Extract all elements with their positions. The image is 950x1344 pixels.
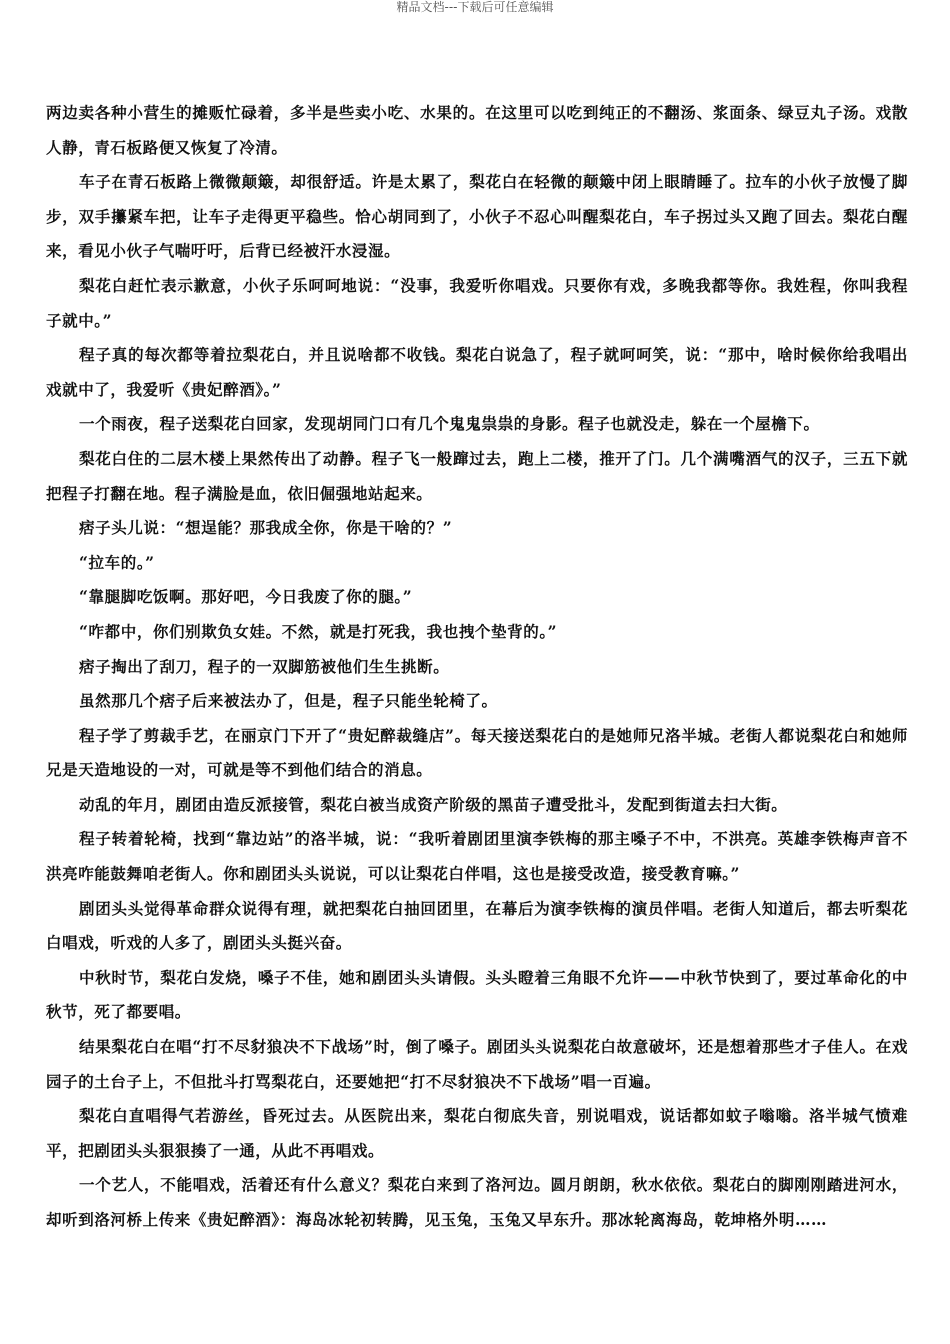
paragraph-13: 程子学了剪裁手艺，在丽京门下开了“贵妃醉裁缝店”。每天接送梨花白的是她师兄洛半城。老街人都说梨花白和她师兄是天造地设的一对，可就是等不到他们结合的消息。 (46, 725, 908, 780)
paragraph-10: “咋都中，你们别欺负女娃。不然，就是打死我，我也拽个垫背的。” (79, 621, 558, 641)
page-header: 精品文档---下载后可任意编辑 (396, 0, 554, 14)
paragraph-19: 梨花白直唱得气若游丝，昏死过去。从医院出来，梨花白彻底失音，别说唱戏，说话都如蚊子嗡嗡。洛半城气愤难平，把剧团头头狠狠揍了一通，从此不再唱戏。 (46, 1106, 908, 1160)
paragraph-14: 动乱的年月，剧团由造反派接管，梨花白被当成资产阶级的黑苗子遭受批斗，发配到街道去扫大街。 (79, 794, 788, 814)
paragraph-7: 痞子头儿说：“想逞能？那我成全你，你是干啥的？” (79, 518, 453, 538)
paragraph-18: 结果梨花白在唱“打不尽豺狼决不下战场”时，倒了嗓子。剧团头头说梨花白故意破坏，还是想着那些才子佳人。在戏园子的土台子上，不但批斗打骂梨花白，还要她把“打不尽豺狼决不下战场”唱一百遍。 (46, 1037, 908, 1091)
paragraph-6: 梨花白住的二层木楼上果然传出了动静。程子飞一般蹿过去，跑上二楼，推开了门。几个满嘴酒气的汉子，三五下就把程子打翻在地。程子满脸是血，依旧倔强地站起来。 (46, 448, 908, 503)
paragraph-11: 痞子掏出了刮刀，程子的一双脚筋被他们生生挑断。 (79, 656, 450, 676)
paragraph-3: 梨花白赶忙表示歉意，小伙子乐呵呵地说：“没事，我爱听你唱戏。只要你有戏，多晚我都等你。我姓程，你叫我程子就中。” (46, 275, 908, 330)
paragraph-20: 一个艺人，不能唱戏，活着还有什么意义？梨花白来到了洛河边。圆月朗朗，秋水依依。梨花白的脚刚刚踏进河水，却听到洛河桥上传来《贵妃醉酒》：海岛冰轮初转腾，见玉兔，玉兔又早东升。那冰轮离海岛，乾坤格外明…… (46, 1175, 908, 1229)
paragraph-9: “靠腿脚吃饭啊。那好吧，今日我废了你的腿。” (79, 587, 413, 607)
paragraph-17: 中秋时节，梨花白发烧，嗓子不佳，她和剧团头头请假。头头瞪着三角眼不允许——中秋节快到了，要过革命化的中秋节，死了都要唱。 (46, 967, 908, 1022)
paragraph-5: 一个雨夜，程子送梨花白回家，发现胡同门口有几个鬼鬼祟祟的身影。程子也就没走，躲在一个屋檐下。 (79, 414, 820, 434)
document-body (46, 96, 908, 1238)
paragraph-2: 车子在青石板路上微微颠簸，却很舒适。许是太累了，梨花白在轻微的颠簸中闭上眼睛睡了。拉车的小伙子放慢了脚步，双手攥紧车把，让车子走得更平稳些。恰心胡同到了，小伙子不忍心叫醒梨花白，车子拐过头又跑了回去。梨花白醒来，看见小伙子气喘吁吁，后背已经被汗水浸湿。 (46, 172, 908, 261)
paragraph-4: 程子真的每次都等着拉梨花白，并且说啥都不收钱。梨花白说急了，程子就呵呵笑，说：“那中，啥时候你给我唱出戏就中了，我爱听《贵妃醉酒》。” (46, 345, 908, 399)
paragraph-1: 两边卖各种小营生的摊贩忙碌着，多半是些卖小吃、水果的。在这里可以吃到纯正的不翻汤、浆面条、绿豆丸子汤。戏散人静，青石板路便又恢复了冷清。 (46, 103, 908, 157)
paragraph-12: 虽然那几个痞子后来被法办了，但是，程子只能坐轮椅了。 (79, 691, 498, 711)
paragraph-15: 程子转着轮椅，找到“靠边站”的洛半城，说：“我听着剧团里演李铁梅的那主嗓子不中，不洪亮。英雄李铁梅声音不洪亮咋能鼓舞咱老街人。你和剧团头头说说，可以让梨花白伴唱，这也是接受改造，接受教育嘛。” (46, 829, 908, 884)
paragraph-8: “拉车的。” (79, 552, 155, 572)
paragraph-16: 剧团头头觉得革命群众说得有理，就把梨花白抽回团里，在幕后为演李铁梅的演员伴唱。老街人知道后，都去听梨花白唱戏，听戏的人多了，剧团头头挺兴奋。 (46, 898, 908, 953)
